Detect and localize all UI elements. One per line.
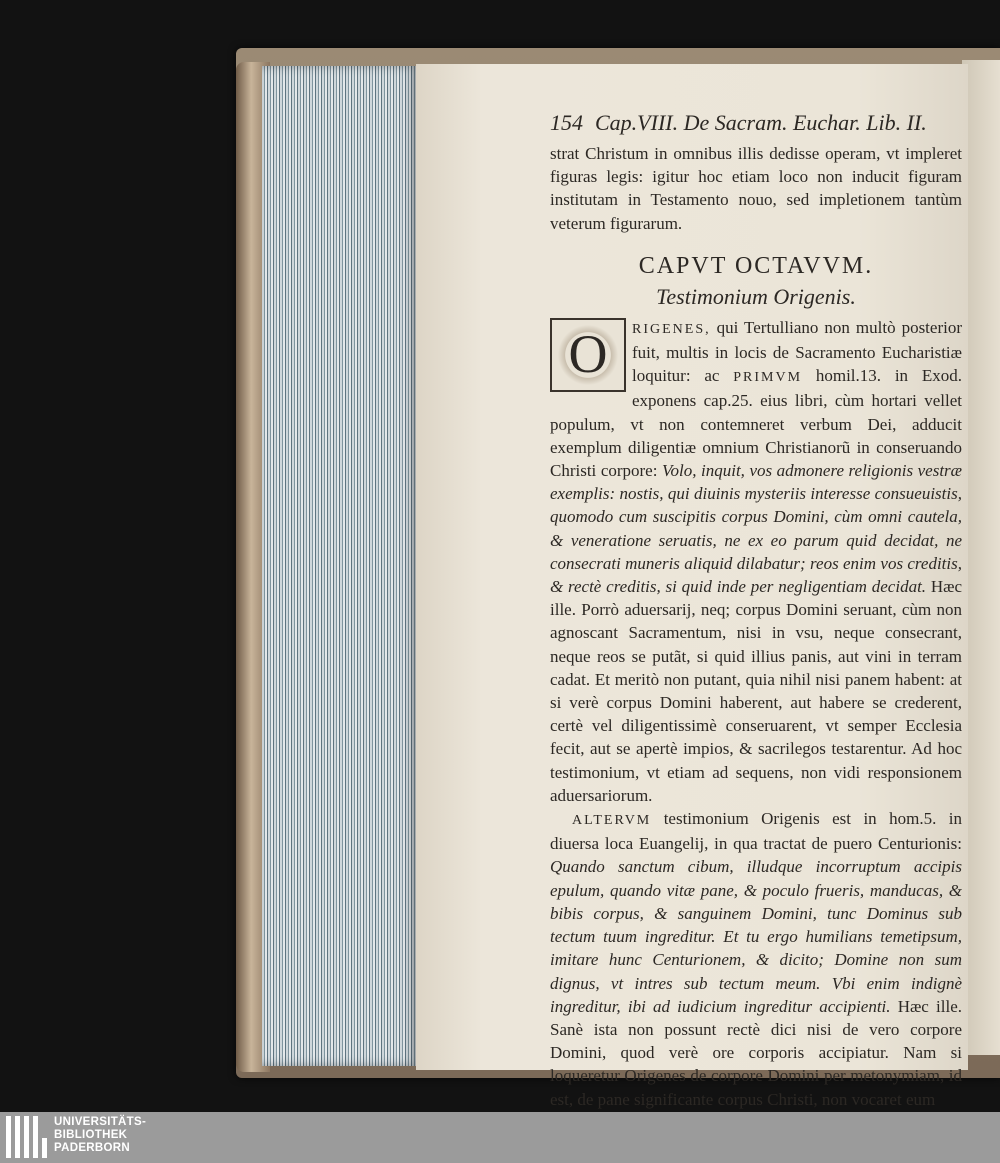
library-name-line: PADERBORN — [54, 1142, 130, 1154]
para2-text-a: testimonium Origenis est in hom.5. in diuersa loca Euangelij, in qua tractat de puero Centurionis: — [550, 809, 962, 854]
para1-text-a: qui Tertulliano non multò posterior fuit, multis in locis de Sacramento Eucharistiæ loquitur: ac — [632, 317, 962, 386]
para2-text-b: Hæc ille. Sanè ista non possunt rectè dici nisi de vero corpore Domini, quod verè ore corporis accipiatur. Nam si loqueretur Origenes de corpore Domini per metonymiam, id est, de pane significante corpus Christi, non vocaret eum — [550, 996, 962, 1109]
page-number: 154 — [550, 110, 583, 135]
running-head — [550, 110, 962, 136]
library-name-line: BIBLIOTHEK — [54, 1129, 128, 1141]
running-head-title: Cap.VIII. De Sacram. Euchar. Lib. II. — [595, 110, 927, 135]
para2-quotation: Quando sanctum cibum, illudque incorruptum accipis epulum, quando vitæ pane, & poculo frueris, manducas, & bibis corpus, & sanguinem Domini, tunc Dominus sub tectum tuum ingreditur. Et tu ergo humilians temetipsum, imitare hunc Centurionem, & dicito; Domine non sum dignus, vt intres sub tectum meum. Vbi enim indignè ingreditur, ibi ad iudicium ingreditur accipienti. — [550, 857, 962, 1016]
para1-quotation: Volo, inquit, vos admonere religionis vestræ exemplis: nostis, qui diuinis mysteriis interesse consueuistis, quomodo cum suscipitis corpus Domini, cùm omni cautela, & veneratione seruatis, ne ex eo parum quid decidat, ne consecrati muneris aliquid dilabatur; reos enim vos creditis, & rectè creditis, si quid inde per negligentiam decidat. — [550, 461, 962, 597]
library-logo-icon — [6, 1116, 48, 1158]
page-edges-stack — [262, 66, 418, 1066]
continuation-paragraph: strat Christum in omnibus illis dedisse operam, vt impleret figuras legis: igitur hoc etiam loco non inducit figuram institutam in Testamento nouo, sed impletionem tantùm veterum figurarum. — [550, 144, 962, 233]
chapter-title: CAPVT OCTAVVM. — [638, 252, 874, 279]
paragraph-origen-first — [550, 316, 962, 807]
para1-text-c: Hæc ille. Porrò aduersarij, neq; corpus Domini seruant, cùm non agnoscant Sacramentum, nisi in vsu, neque consecrant, neque reos se putãt, si quid illius panis, aut vini in terram cadat. Et meritò non putant, quia nihil nisi panem habent: at si verè corpus Domini haberent, aut habere se crederent, certè vel diligentissimè conseruarent, vt semper Ecclesia fecit, aut se apertè impios, & sacrilegos testarentur. Ad hoc testimonium, vt etiam ad sequens, non vidi responsionem aduersariorum. — [550, 577, 962, 805]
library-footer-band — [0, 1112, 1000, 1163]
library-name-line: UNIVERSITÄTS- — [54, 1116, 147, 1128]
library-name — [54, 1116, 146, 1155]
decorated-initial: O — [550, 318, 626, 392]
page-text-block — [550, 110, 962, 1130]
lead-small-caps-alterum: ALTERVM — [572, 813, 652, 829]
lead-small-caps: RIGENES, — [632, 321, 711, 337]
para1-text-b: homil.13. in Exod. exponens cap.25. eius libri, cùm hortari vellet populum, vt non contemneret verbum Dei, adducit exemplum diligentiæ omnium Christianorũ in conseruando Christi corpore: — [550, 366, 962, 481]
primum-small-caps: PRIMVM — [733, 370, 803, 386]
chapter-subtitle: Testimonium Origenis. — [656, 283, 856, 309]
paragraph-origen-second — [550, 807, 962, 1111]
